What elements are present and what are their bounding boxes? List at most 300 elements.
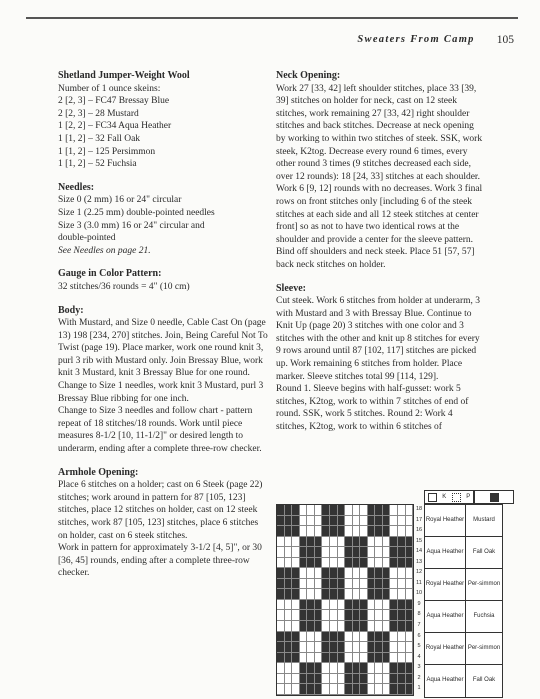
chart-cell bbox=[330, 684, 338, 695]
chart-cell bbox=[330, 674, 338, 685]
chart-cell bbox=[360, 632, 368, 643]
chart-cell bbox=[345, 663, 353, 674]
needles-heading: Needles: bbox=[58, 181, 95, 193]
chart-cell bbox=[322, 684, 330, 695]
chart-cell bbox=[330, 558, 338, 569]
chart-cell bbox=[360, 589, 368, 600]
chart-cell bbox=[406, 526, 414, 537]
chart-cell bbox=[338, 663, 346, 674]
chart-cell bbox=[345, 505, 353, 516]
chart-cell bbox=[398, 589, 406, 600]
chart-cell bbox=[360, 610, 368, 621]
chart-cell bbox=[292, 526, 300, 537]
chart-cell bbox=[398, 621, 406, 632]
chart-cell bbox=[360, 558, 368, 569]
needles-list bbox=[58, 194, 270, 257]
chart-cell bbox=[345, 642, 353, 653]
gauge-heading: Gauge in Color Pattern: bbox=[58, 268, 162, 280]
chart-cell bbox=[345, 579, 353, 590]
chart-cell bbox=[360, 568, 368, 579]
chart-cell bbox=[345, 547, 353, 558]
list-item: See Needles on page 21. bbox=[58, 245, 151, 256]
chart-cell bbox=[300, 684, 308, 695]
chart-cell bbox=[398, 568, 406, 579]
chart-cell bbox=[353, 600, 361, 611]
pattern-color-column bbox=[424, 505, 465, 697]
body-paragraph-2: Change to Size 3 needles and follow chart - pattern repeat of 18 stitches/18 rounds. Work until piece measures 8-1/2 [10, 11-1/2]" or desired length to underarm, ending after a complete three-row checker. bbox=[58, 406, 262, 455]
chart-cell bbox=[398, 505, 406, 516]
chart-cell bbox=[390, 663, 398, 674]
body-section bbox=[58, 305, 270, 456]
chart-cell bbox=[360, 505, 368, 516]
chart-cell bbox=[338, 684, 346, 695]
chart-cell bbox=[300, 547, 308, 558]
row-number: 1 bbox=[417, 685, 421, 692]
chart-cell bbox=[338, 589, 346, 600]
chart-cell bbox=[375, 537, 383, 548]
chart-row bbox=[277, 547, 413, 558]
chart-cell bbox=[353, 663, 361, 674]
chart-cell bbox=[300, 642, 308, 653]
chart-cell bbox=[406, 610, 414, 621]
chart-cell bbox=[375, 526, 383, 537]
chart-cell bbox=[315, 505, 323, 516]
list-item: 1 [1, 2] – 125 Persimmon bbox=[58, 146, 156, 157]
row-number: 11 bbox=[416, 579, 422, 586]
row-number: 5 bbox=[417, 643, 421, 650]
chart-cell bbox=[345, 526, 353, 537]
chart-cell bbox=[353, 632, 361, 643]
pattern-color-label: Aqua Heather bbox=[425, 601, 465, 633]
row-numbers bbox=[414, 504, 424, 696]
chart-cell bbox=[375, 558, 383, 569]
chart-cell bbox=[307, 610, 315, 621]
chart-cell bbox=[353, 610, 361, 621]
chart-cell bbox=[345, 568, 353, 579]
chart-cell bbox=[368, 642, 376, 653]
chart-cell bbox=[360, 600, 368, 611]
chart-cell bbox=[390, 632, 398, 643]
chart-cell bbox=[315, 589, 323, 600]
chart-cell bbox=[398, 674, 406, 685]
chart-cell bbox=[315, 600, 323, 611]
chart-row bbox=[277, 558, 413, 569]
chart-cell bbox=[398, 610, 406, 621]
chart-cell bbox=[368, 600, 376, 611]
chart-cell bbox=[285, 621, 293, 632]
chart-cell bbox=[322, 537, 330, 548]
chart-cell bbox=[285, 632, 293, 643]
chart-cell bbox=[345, 537, 353, 548]
chart-cell bbox=[375, 547, 383, 558]
chart-cell bbox=[338, 568, 346, 579]
chart-cell bbox=[390, 516, 398, 527]
chart-cell bbox=[383, 537, 391, 548]
chart-cell bbox=[353, 674, 361, 685]
pattern-color-label: Aqua Heather bbox=[425, 537, 465, 569]
row-number: 6 bbox=[417, 632, 421, 639]
knit-key-label: K bbox=[442, 494, 447, 500]
chart-cell bbox=[277, 589, 285, 600]
chart-cell bbox=[285, 674, 293, 685]
chart-cell bbox=[285, 568, 293, 579]
page-number: 105 bbox=[496, 34, 514, 46]
chart-cell bbox=[375, 642, 383, 653]
chart-cell bbox=[390, 558, 398, 569]
chart-cell bbox=[383, 653, 391, 664]
chart-cell bbox=[360, 547, 368, 558]
chart-cell bbox=[375, 516, 383, 527]
chart-cell bbox=[406, 558, 414, 569]
chart-cell bbox=[406, 684, 414, 695]
chart-cell bbox=[383, 568, 391, 579]
row-number: 4 bbox=[417, 653, 421, 660]
chart-cell bbox=[353, 568, 361, 579]
chart-cell bbox=[292, 568, 300, 579]
chart-row bbox=[277, 516, 413, 527]
chart-cell bbox=[307, 632, 315, 643]
chart-cell bbox=[277, 537, 285, 548]
chart-cell bbox=[406, 589, 414, 600]
chart-cell bbox=[300, 621, 308, 632]
chart-cell bbox=[330, 579, 338, 590]
chart-cell bbox=[375, 663, 383, 674]
row-number: 12 bbox=[415, 569, 423, 576]
chart-cell bbox=[322, 589, 330, 600]
neck-paragraph: Work 27 [33, 42] left shoulder stitches, place 33 [39, 39] stitches on holder for neck, cast on 12 steek stitches, work remaining 27 [33, 42] right shoulder stitches and back stitches. Decrease at neck opening by working to within two stitches of steek. SSK, work steek, K2tog. Decrease every round 6 times, every other round 3 times (9 stitches decreased each side, over 12 rounds): 18 [24, 33] stitches at each shoulder. Work 6 [9, 12] rounds with no decreases. Work 3 final rows on front stitches only [including 6 of the steek stitches at each side and all 12 steek stitches at center front] so as not to have two identical rows at the shoulder and provide a center for the sleeve pattern. Bind off shoulders and neck steek. Place 51 [57, 57] back neck stitches on holder. bbox=[276, 83, 483, 270]
chart-cell bbox=[277, 653, 285, 664]
chart-row bbox=[277, 632, 413, 643]
chart-cell bbox=[375, 610, 383, 621]
background-color-label: Fuchsia bbox=[466, 601, 502, 633]
chart-cell bbox=[398, 653, 406, 664]
chart-cell bbox=[300, 632, 308, 643]
chart-cell bbox=[368, 516, 376, 527]
chart-cell bbox=[315, 653, 323, 664]
row-number: 16 bbox=[415, 527, 423, 534]
background-color-label: Per-simmon bbox=[466, 633, 502, 665]
row-number: 15 bbox=[415, 537, 423, 544]
chart-cell bbox=[315, 516, 323, 527]
chart-cell bbox=[338, 653, 346, 664]
list-item: 2 [2, 3] – FC47 Bressay Blue bbox=[58, 96, 170, 107]
left-column bbox=[58, 70, 270, 591]
chart-cell bbox=[353, 558, 361, 569]
needles-section bbox=[58, 182, 270, 258]
chart-cell bbox=[307, 579, 315, 590]
chart-cell bbox=[368, 684, 376, 695]
chart-cell bbox=[360, 537, 368, 548]
chart-cell bbox=[322, 663, 330, 674]
running-header bbox=[357, 34, 514, 46]
chart-cell bbox=[322, 600, 330, 611]
chart-cell bbox=[300, 653, 308, 664]
chart-cell bbox=[307, 568, 315, 579]
chart-cell bbox=[307, 505, 315, 516]
chart-cell bbox=[368, 589, 376, 600]
purl-symbol-icon bbox=[452, 493, 461, 502]
gauge-text: 32 stitches/36 rounds = 4" (10 cm) bbox=[58, 281, 190, 292]
list-item: 1 [2, 2] – FC34 Aqua Heather bbox=[58, 121, 172, 132]
chart-cell bbox=[345, 516, 353, 527]
chart-cell bbox=[375, 505, 383, 516]
chart-cell bbox=[375, 653, 383, 664]
chart-cell bbox=[398, 632, 406, 643]
list-item: Number of 1 ounce skeins: bbox=[58, 83, 161, 94]
chart-cell bbox=[322, 547, 330, 558]
chart-cell bbox=[277, 642, 285, 653]
chart-row bbox=[277, 674, 413, 685]
chart-cell bbox=[398, 558, 406, 569]
chart-cell bbox=[292, 537, 300, 548]
sleeve-section bbox=[276, 283, 484, 434]
chart-cell bbox=[383, 642, 391, 653]
chart-key bbox=[424, 490, 514, 504]
chart-cell bbox=[368, 547, 376, 558]
pattern-color-label: Royal Heather bbox=[425, 569, 465, 601]
chart-cell bbox=[368, 579, 376, 590]
chart-cell bbox=[292, 674, 300, 685]
chart-cell bbox=[285, 610, 293, 621]
chart-cell bbox=[406, 674, 414, 685]
chart-cell bbox=[406, 547, 414, 558]
row-number: 13 bbox=[415, 558, 423, 565]
chart-cell bbox=[330, 537, 338, 548]
chart-cell bbox=[307, 642, 315, 653]
chart-cell bbox=[300, 674, 308, 685]
chart-cell bbox=[315, 547, 323, 558]
chart-cell bbox=[277, 632, 285, 643]
chart-cell bbox=[360, 621, 368, 632]
chart-cell bbox=[277, 621, 285, 632]
chart-cell bbox=[398, 600, 406, 611]
chart-cell bbox=[345, 600, 353, 611]
chart-row bbox=[277, 642, 413, 653]
chart-cell bbox=[277, 663, 285, 674]
chart-cell bbox=[277, 600, 285, 611]
chart-cell bbox=[360, 526, 368, 537]
stitch-key bbox=[424, 490, 474, 504]
pattern-color-label: Royal Heather bbox=[425, 505, 465, 537]
chart-cell bbox=[292, 600, 300, 611]
list-item: double-pointed bbox=[58, 233, 116, 244]
chart-cell bbox=[406, 600, 414, 611]
chart-cell bbox=[406, 579, 414, 590]
chart-cell bbox=[383, 579, 391, 590]
chart-cell bbox=[292, 589, 300, 600]
chart-grid bbox=[276, 504, 414, 696]
background-color-label: Mustard bbox=[466, 505, 502, 537]
chart-cell bbox=[390, 674, 398, 685]
chart-cell bbox=[390, 684, 398, 695]
chart-cell bbox=[375, 589, 383, 600]
chart-cell bbox=[300, 516, 308, 527]
chart-cell bbox=[307, 526, 315, 537]
chart-cell bbox=[390, 642, 398, 653]
chart-cell bbox=[322, 642, 330, 653]
list-item: Size 1 (2.25 mm) double-pointed needles bbox=[58, 207, 215, 218]
chart-cell bbox=[375, 621, 383, 632]
chart-cell bbox=[338, 537, 346, 548]
chart-cell bbox=[338, 610, 346, 621]
chart-cell bbox=[307, 547, 315, 558]
chart-cell bbox=[398, 537, 406, 548]
chart-cell bbox=[285, 642, 293, 653]
chart-cell bbox=[307, 600, 315, 611]
chart-cell bbox=[277, 610, 285, 621]
chart-cell bbox=[285, 505, 293, 516]
chart-cell bbox=[300, 505, 308, 516]
chart-cell bbox=[360, 516, 368, 527]
chart-cell bbox=[406, 568, 414, 579]
chart-cell bbox=[353, 516, 361, 527]
chart-cell bbox=[285, 558, 293, 569]
right-column bbox=[276, 70, 484, 445]
sleeve-paragraph: Cut steek. Work 6 stitches from holder at underarm, 3 with Mustard and 3 with Bressay Blue. Continue to Knit Up (page 20) 3 stitches with one color and 3 stitches with the other and knit up 8 stitches for every 9 rows around until 87 [102, 117] stitches are picked up. Work remaining 6 stitches from holder. Place marker. Sleeve stitches total 99 [114, 129]. bbox=[276, 296, 481, 382]
chart-cell bbox=[398, 642, 406, 653]
chart-cell bbox=[292, 579, 300, 590]
row-number: 8 bbox=[417, 611, 421, 618]
color-legend bbox=[424, 504, 503, 698]
chart-cell bbox=[285, 516, 293, 527]
chart-cell bbox=[383, 674, 391, 685]
chart-cell bbox=[292, 684, 300, 695]
chart-cell bbox=[390, 621, 398, 632]
list-item: Size 0 (2 mm) 16 or 24" circular bbox=[58, 195, 182, 206]
chart-cell bbox=[307, 653, 315, 664]
chart-cell bbox=[338, 621, 346, 632]
chart-cell bbox=[345, 653, 353, 664]
chart-cell bbox=[345, 610, 353, 621]
chart-cell bbox=[383, 516, 391, 527]
chart-cell bbox=[330, 589, 338, 600]
chart-cell bbox=[353, 505, 361, 516]
armhole-heading: Armhole Opening: bbox=[58, 466, 139, 478]
chart-cell bbox=[277, 505, 285, 516]
chart-cell bbox=[345, 589, 353, 600]
chart-cell bbox=[353, 537, 361, 548]
row-number: 2 bbox=[417, 674, 421, 681]
chart-cell bbox=[390, 547, 398, 558]
chart-cell bbox=[322, 568, 330, 579]
chart-cell bbox=[315, 632, 323, 643]
list-item: 1 [1, 2] – 32 Fall Oak bbox=[58, 133, 141, 144]
chart-cell bbox=[345, 674, 353, 685]
chart-cell bbox=[285, 600, 293, 611]
chart-cell bbox=[322, 505, 330, 516]
row-number: 14 bbox=[415, 548, 423, 555]
list-item: 1 [1, 2] – 52 Fuchsia bbox=[58, 159, 137, 170]
chart-cell bbox=[353, 579, 361, 590]
chart-cell bbox=[375, 579, 383, 590]
row-number: 7 bbox=[417, 622, 421, 629]
chart-cell bbox=[368, 526, 376, 537]
chart-cell bbox=[277, 684, 285, 695]
background-color-column bbox=[465, 505, 502, 697]
chart-cell bbox=[285, 589, 293, 600]
pattern-color-label: Aqua Heather bbox=[426, 677, 464, 684]
chart-row bbox=[277, 579, 413, 590]
background-color-label: Fall Oak bbox=[472, 677, 496, 684]
chart-cell bbox=[406, 505, 414, 516]
chart-cell bbox=[375, 568, 383, 579]
chart-cell bbox=[345, 684, 353, 695]
chart-cell bbox=[330, 600, 338, 611]
knit-symbol-icon bbox=[428, 493, 437, 502]
chart-cell bbox=[338, 547, 346, 558]
list-item: 2 [2, 3] – 28 Mustard bbox=[58, 108, 139, 119]
chart-cell bbox=[375, 674, 383, 685]
chart-cell bbox=[330, 653, 338, 664]
chart-cell bbox=[338, 579, 346, 590]
chart-cell bbox=[383, 558, 391, 569]
chart-cell bbox=[383, 684, 391, 695]
row-number: 18 bbox=[415, 506, 423, 512]
chart-cell bbox=[307, 516, 315, 527]
chart-cell bbox=[390, 610, 398, 621]
chart-cell bbox=[383, 589, 391, 600]
chart-cell bbox=[390, 579, 398, 590]
chart-cell bbox=[292, 558, 300, 569]
chart-cell bbox=[322, 653, 330, 664]
chart-cell bbox=[285, 684, 293, 695]
chart-cell bbox=[353, 653, 361, 664]
chart-cell bbox=[353, 642, 361, 653]
chart-cell bbox=[360, 653, 368, 664]
chart-cell bbox=[322, 632, 330, 643]
gauge-section bbox=[58, 268, 270, 293]
chart-cell bbox=[285, 663, 293, 674]
chart-cell bbox=[315, 621, 323, 632]
row-number: 10 bbox=[415, 590, 423, 597]
chart-row bbox=[277, 653, 413, 664]
chart-cell bbox=[406, 516, 414, 527]
chart-row bbox=[277, 505, 413, 516]
chart-cell bbox=[398, 547, 406, 558]
chart-cell bbox=[307, 537, 315, 548]
purl-key-label: P bbox=[466, 494, 471, 500]
row-number: 17 bbox=[415, 516, 423, 523]
chart-cell bbox=[300, 558, 308, 569]
chart-cell bbox=[368, 610, 376, 621]
chart-cell bbox=[330, 632, 338, 643]
chart-cell bbox=[315, 579, 323, 590]
chart-cell bbox=[285, 653, 293, 664]
chart-cell bbox=[330, 642, 338, 653]
chart-cell bbox=[345, 621, 353, 632]
chart-cell bbox=[360, 579, 368, 590]
chart-cell bbox=[285, 547, 293, 558]
chart-cell bbox=[368, 674, 376, 685]
chart-row bbox=[277, 568, 413, 579]
chart-cell bbox=[315, 526, 323, 537]
chart-cell bbox=[383, 632, 391, 643]
chart-row bbox=[277, 684, 413, 695]
chart-cell bbox=[307, 663, 315, 674]
chart-cell bbox=[292, 610, 300, 621]
chart-cell bbox=[360, 674, 368, 685]
chart-cell bbox=[277, 547, 285, 558]
chart-cell bbox=[277, 558, 285, 569]
chart-cell bbox=[338, 600, 346, 611]
chart-cell bbox=[277, 674, 285, 685]
chart-cell bbox=[307, 558, 315, 569]
chart-cell bbox=[390, 537, 398, 548]
chart-cell bbox=[330, 505, 338, 516]
header-rule bbox=[26, 17, 518, 19]
chart-row bbox=[277, 663, 413, 674]
chart-cell bbox=[285, 526, 293, 537]
